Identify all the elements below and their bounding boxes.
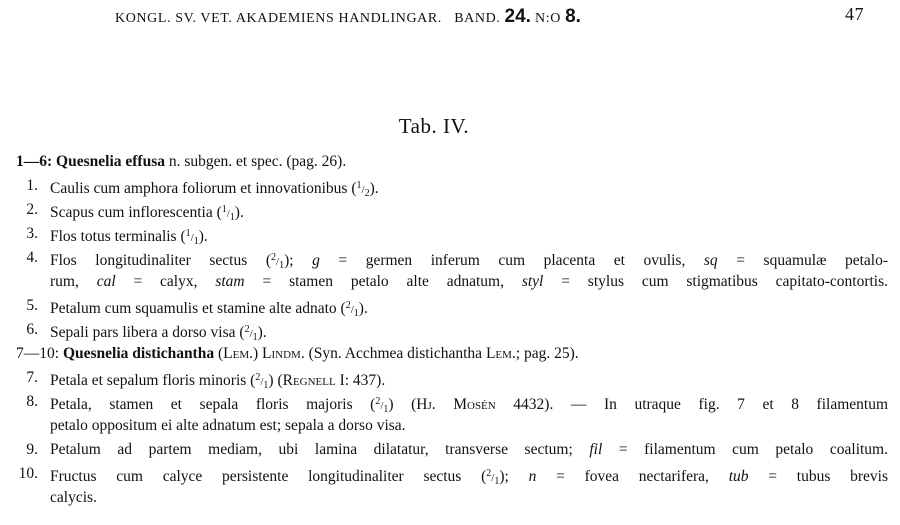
text-run: = germen inferum cum placenta et ovulis,	[319, 252, 704, 269]
species-name: 1—6:	[16, 153, 57, 170]
text-run: petalo oppositum ei alte adnatum est; sepala a dorso visa.	[50, 417, 406, 434]
scale-fraction: $^2/_1$	[486, 468, 500, 487]
legend-item	[0, 222, 900, 246]
plate-legend	[0, 150, 900, 510]
legend-text	[50, 486, 888, 510]
fraction-numerator: 1	[221, 204, 227, 215]
legend-item	[0, 366, 900, 390]
text-run: Petalum cum squamulis et stamine alte adnato (	[50, 300, 346, 317]
fraction-denominator: 1	[263, 380, 269, 391]
band-number: 24.	[504, 6, 531, 27]
figure-abbreviation: n	[528, 468, 537, 485]
legend-text	[50, 438, 888, 462]
legend-text	[16, 342, 888, 366]
item-number: 9.	[26, 441, 38, 458]
fraction-denominator: 2	[364, 188, 370, 199]
band-label: BAND.	[454, 11, 501, 26]
item-number: 2.	[26, 201, 38, 218]
legend-item	[0, 462, 900, 486]
author-name: Lindm.	[262, 345, 305, 362]
legend-item	[0, 198, 900, 222]
fraction-numerator: 2	[244, 324, 250, 335]
text-run: Scapus cum inflorescentia (	[50, 204, 222, 221]
text-run: rum,	[50, 273, 97, 290]
figure-abbreviation: g	[312, 252, 320, 269]
text-run: = filamentum cum petalo coalitum.	[602, 441, 888, 458]
text-run: );	[499, 468, 529, 485]
author-name: Lem.	[485, 345, 516, 362]
author-name: Lem.	[223, 345, 253, 362]
fraction-denominator: 1	[193, 236, 199, 247]
figure-abbreviation: cal	[96, 273, 116, 290]
text-run: );	[284, 252, 313, 269]
figure-abbreviation: styl	[521, 273, 544, 290]
scale-fraction: $^2/_1$	[345, 300, 359, 319]
text-run: Petala, stamen et sepala floris majoris (	[50, 396, 376, 413]
scale-fraction: $^1/_1$	[221, 204, 235, 223]
fraction-numerator: 1	[185, 228, 191, 239]
text-run: Flos totus terminalis (	[50, 228, 186, 245]
text-run: = calyx,	[115, 273, 216, 290]
fraction-numerator: 2	[486, 468, 492, 479]
issue-number: 8.	[565, 6, 581, 27]
legend-item	[0, 270, 900, 294]
fraction-numerator: 2	[255, 372, 261, 383]
fraction-numerator: 2	[271, 252, 276, 263]
item-number: 3.	[26, 225, 38, 242]
scale-fraction: $^2/_1$	[375, 396, 389, 415]
legend-item	[0, 486, 900, 510]
text-run: ).	[234, 204, 244, 221]
legend-item	[0, 438, 900, 462]
legend-item	[0, 390, 900, 414]
figure-abbreviation: tub	[728, 468, 749, 485]
text-run: ).	[257, 324, 267, 341]
text-run: )	[252, 345, 263, 362]
author-name: Hj. Mosén	[416, 396, 496, 413]
text-run: ; pag. 25).	[515, 345, 579, 362]
legend-group-heading	[0, 150, 900, 174]
scale-fraction: $^2/_1$	[255, 372, 269, 391]
fraction-denominator: 1	[353, 308, 359, 319]
fraction-numerator: 1	[356, 180, 362, 191]
text-run: = stamen petalo alte adnatum,	[244, 273, 522, 290]
legend-text	[50, 414, 888, 438]
text-run: ).	[369, 180, 379, 197]
fraction-denominator: 1	[383, 404, 389, 415]
scale-fraction: $^2/_1$	[271, 252, 285, 271]
text-run: I: 437).	[335, 372, 386, 389]
author-name: Regnell	[282, 372, 336, 389]
text-run: calycis.	[50, 489, 97, 506]
fraction-denominator: 1	[279, 260, 285, 271]
legend-item	[0, 294, 900, 318]
species-name: Quesnelia effusa	[56, 153, 165, 170]
text-run: Petala et sepalum floris minoris (	[50, 372, 256, 389]
text-run: Fructus cum calyce persistente longitudinaliter sectus (	[50, 468, 487, 485]
text-run: 4432). — In utraque fig. 7 et 8 filamentum	[495, 396, 888, 413]
text-run: 7—10:	[16, 345, 63, 362]
text-run: (	[214, 345, 224, 362]
species-name: Quesnelia distichantha	[62, 345, 215, 362]
text-run: = squamulæ petalo-	[717, 252, 889, 269]
scale-fraction: $^1/_2$	[356, 180, 370, 199]
figure-abbreviation: sq	[703, 252, 718, 269]
number-label: N:O	[535, 11, 561, 26]
legend-item	[0, 414, 900, 438]
legend-text	[16, 150, 888, 174]
fraction-denominator: 1	[252, 332, 258, 343]
text-run: ) (	[388, 396, 417, 413]
scale-fraction: $^2/_1$	[244, 324, 258, 343]
figure-abbreviation: fil	[589, 441, 603, 458]
fraction-denominator: 1	[229, 212, 235, 223]
item-number: 8.	[26, 393, 38, 410]
text-run: (Syn. Acchmea distichantha	[304, 345, 486, 362]
scale-fraction: $^1/_1$	[185, 228, 199, 247]
item-number: 6.	[26, 321, 38, 338]
legend-item	[0, 318, 900, 342]
text-run: = fovea nectarifera,	[536, 468, 729, 485]
item-number: 4.	[26, 249, 38, 266]
fraction-denominator: 1	[494, 476, 500, 487]
item-number: 7.	[26, 369, 38, 386]
text-run: ).	[358, 300, 368, 317]
fraction-numerator: 2	[375, 396, 381, 407]
text-run: Flos longitudinaliter sectus (	[50, 252, 271, 269]
text-run: ) (	[268, 372, 283, 389]
text-run: = tubus brevis	[748, 468, 889, 485]
item-number: 5.	[26, 297, 38, 314]
text-run: n. subgen. et spec. (pag. 26).	[164, 153, 347, 170]
text-run: Sepali pars libera a dorso visa (	[50, 324, 245, 341]
item-number: 1.	[26, 177, 38, 194]
legend-item	[0, 246, 900, 270]
legend-group-heading	[0, 342, 900, 366]
plate-title: Tab. IV.	[398, 114, 470, 138]
text-run: ).	[198, 228, 208, 245]
item-number: 10.	[18, 465, 38, 482]
journal-title: KONGL. SV. VET. AKADEMIENS HANDLINGAR.	[115, 11, 442, 26]
page-number: 47	[845, 4, 865, 24]
legend-item	[0, 174, 900, 198]
text-run: Caulis cum amphora foliorum et innovationibus (	[50, 180, 357, 197]
figure-abbreviation: stam	[215, 273, 245, 290]
text-run: Petalum ad partem mediam, ubi lamina dilatatur, transverse sectum;	[50, 441, 590, 458]
legend-text	[50, 270, 888, 294]
running-head	[115, 6, 581, 28]
text-run: = stylus cum stigmatibus capitato-contortis.	[543, 273, 889, 290]
fraction-numerator: 2	[345, 300, 351, 311]
